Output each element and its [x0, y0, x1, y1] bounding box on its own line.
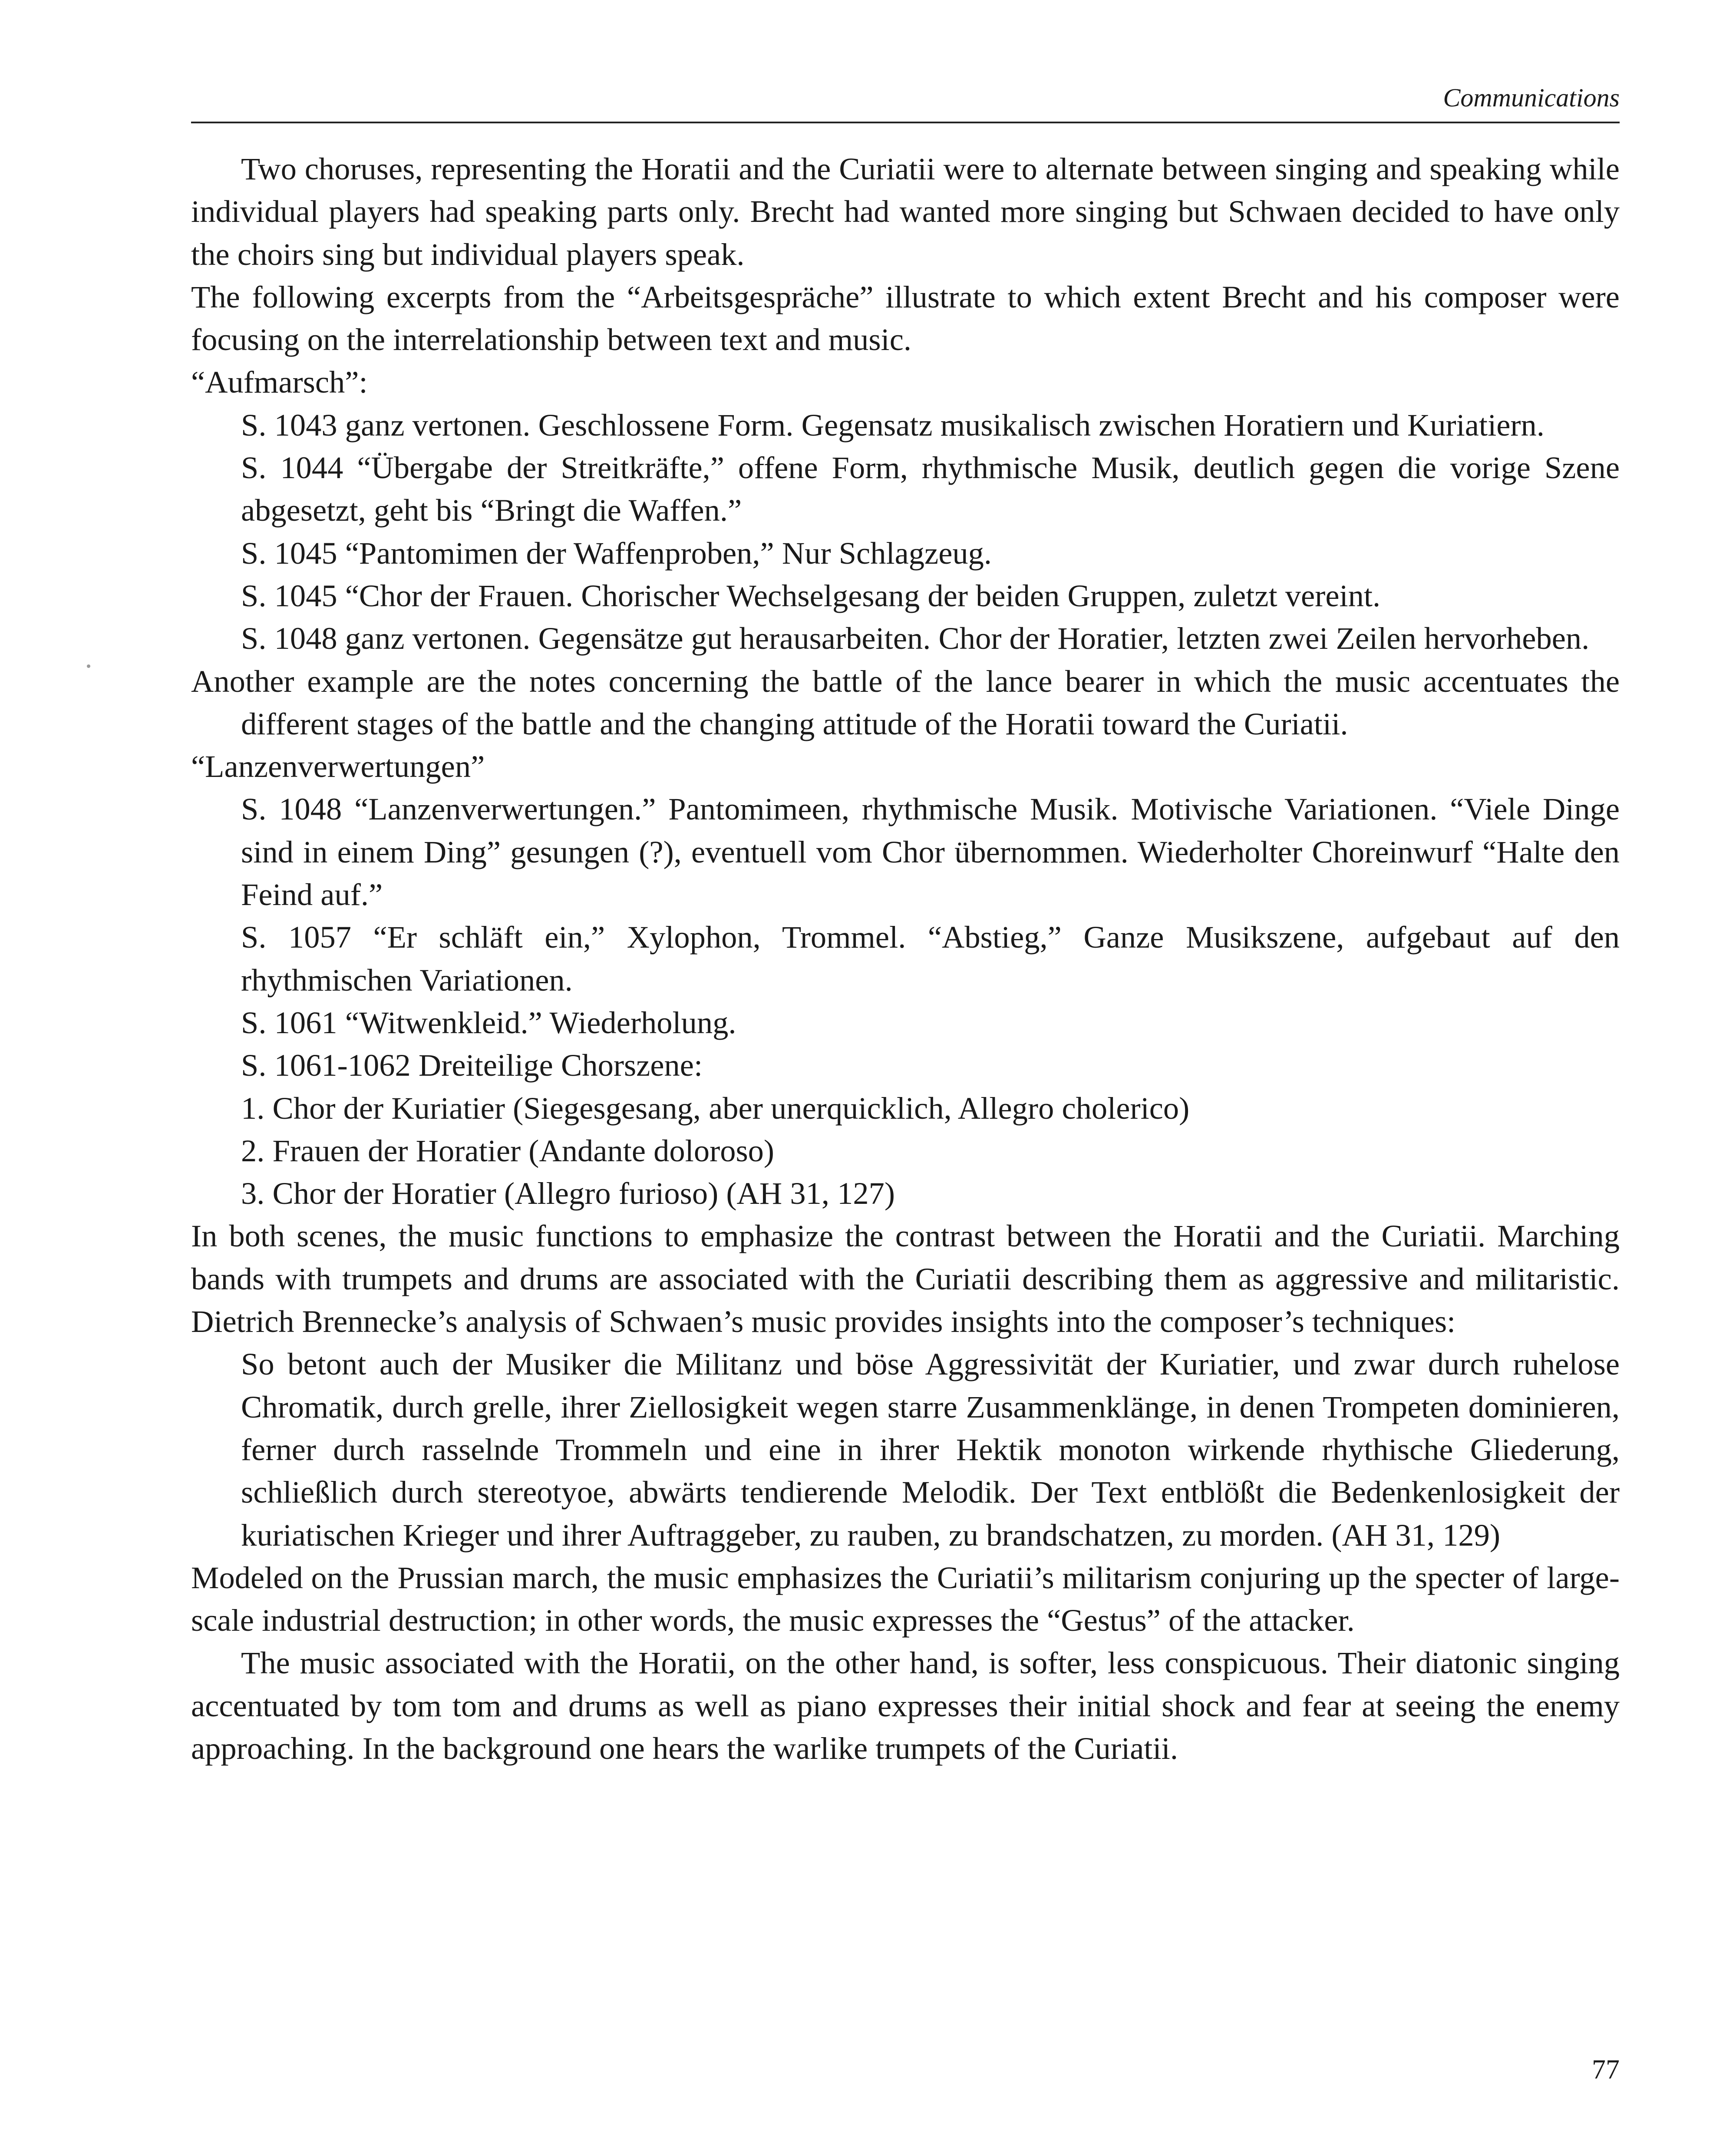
- paragraph-lance-bearer: Another example are the notes concerning the battle of the lance bearer in which the music accentuates the different stages of the battle and the changing attitude of the Horatii toward the Curiatii.: [191, 663, 1620, 741]
- scan-speck: [87, 664, 90, 668]
- page: [191, 83, 1620, 2102]
- page-number: 77: [1592, 2054, 1620, 2085]
- heading-aufmarsch: “Aufmarsch”:: [191, 364, 368, 400]
- lanzen-note-6: 2. Frauen der Horatier (Andante doloroso): [241, 1133, 775, 1168]
- aufmarsch-note-4: S. 1045 “Chor der Frauen. Chorischer Wechselgesang der beiden Gruppen, zuletzt vereint.: [241, 578, 1381, 613]
- block-quote-brennecke: So betont auch der Musiker die Militanz und böse Aggressivität der Kuriatier, und zwar durch ruhelose Chromatik, durch grelle, ihrer Ziellosigkeit wegen starre Zusammenklänge, in denen Trompeten dominieren, ferner durch rasselnde Trommeln und eine in ihrer Hektik monoton wirkende rhythische Gliederung, schließlich durch stereotyoe, abwärts tendierende Melodik. Der Text entblößt die Bedenkenlosigkeit der kuriatischen Krieger und ihrer Auftraggeber, zu rauben, zu brandschatzen, zu morden. (AH 31, 129): [241, 1346, 1620, 1553]
- paragraph-choruses: Two choruses, representing the Horatii and the Curiatii were to alternate between singing and speaking while individual players had speaking parts only. Brecht had wanted more singing but Schwaen decided to have only the choirs sing but individual players speak.: [191, 151, 1620, 272]
- paragraph-excerpts-intro: The following excerpts from the “Arbeitsgespräche” illustrate to which extent Brecht and his composer were focusing on the interrelationship between text and music.: [191, 279, 1620, 357]
- aufmarsch-note-5: S. 1048 ganz vertonen. Gegensätze gut herausarbeiten. Chor der Horatier, letzten zwei Zeilen hervorheben.: [241, 621, 1590, 656]
- aufmarsch-note-3: S. 1045 “Pantomimen der Waffenproben,” Nur Schlagzeug.: [241, 535, 992, 571]
- page-header: [191, 83, 1620, 123]
- aufmarsch-note-2: S. 1044 “Übergabe der Streitkräfte,” offene Form, rhythmische Musik, deutlich gegen die vorige Szene abgesetzt, geht bis “Bringt die Waffen.”: [241, 450, 1620, 528]
- paragraph-contrast: In both scenes, the music functions to emphasize the contrast between the Horatii and the Curiatii. Marching bands with trumpets and drums are associated with the Curiatii describing them as aggressive and militaristic. Dietrich Brennecke’s analysis of Schwaen’s music provides insights into the composer’s techniques:: [191, 1218, 1620, 1339]
- lanzen-note-1: S. 1048 “Lanzenverwertungen.” Pantomimeen, rhythmische Musik. Motivische Variationen. “Viele Dinge sind in einem Ding” gesungen (?), eventuell vom Chor übernommen. Wiederholter Choreinwurf “Halte den Feind auf.”: [241, 791, 1620, 912]
- paragraph-prussian-march: Modeled on the Prussian march, the music emphasizes the Curiatii’s militarism conjuring up the specter of large-scale industrial destruction; in other words, the music expresses the “Gestus” of the attacker.: [191, 1560, 1620, 1638]
- lanzen-note-5: 1. Chor der Kuriatier (Siegesgesang, aber unerquicklich, Allegro cholerico): [241, 1090, 1190, 1126]
- aufmarsch-note-1: S. 1043 ganz vertonen. Geschlossene Form. Gegensatz musikalisch zwischen Horatiern und Kuriatiern.: [241, 407, 1545, 443]
- heading-lanzenverwertungen: “Lanzenverwertungen”: [191, 749, 485, 784]
- lanzen-note-4: S. 1061-1062 Dreiteilige Chorszene:: [241, 1048, 703, 1083]
- lanzen-note-3: S. 1061 “Witwenkleid.” Wiederholung.: [241, 1005, 736, 1040]
- paragraph-horatii-music: The music associated with the Horatii, on the other hand, is softer, less conspicuous. Their diatonic singing accentuated by tom tom and drums as well as piano expresses their initial shock and fear at seeing the enemy approaching. In the background one hears the warlike trumpets of the Curiatii.: [191, 1645, 1620, 1766]
- lanzen-note-2: S. 1057 “Er schläft ein,” Xylophon, Trommel. “Abstieg,” Ganze Musikszene, aufgebaut auf den rhythmischen Variationen.: [241, 919, 1620, 998]
- running-head: Communications: [1443, 83, 1620, 112]
- body-text: [191, 148, 1620, 1770]
- lanzen-note-7: 3. Chor der Horatier (Allegro furioso) (AH 31, 127): [241, 1176, 895, 1211]
